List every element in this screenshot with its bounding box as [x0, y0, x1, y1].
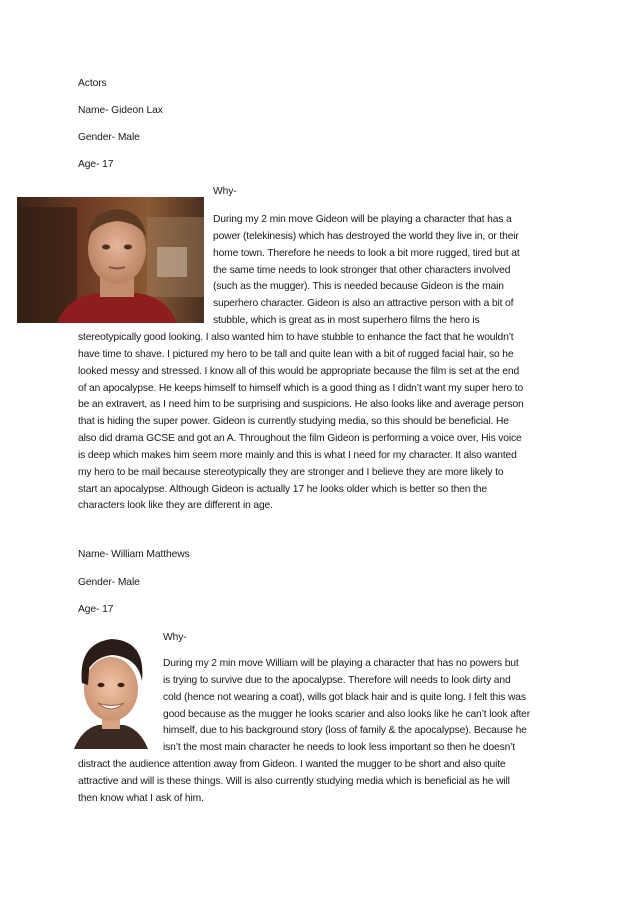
- paragraph-line: looked messy and stressed. I know all of this would be appropriate because the film is set at the end: [78, 365, 520, 377]
- actor-2-description-full: [78, 757, 510, 808]
- paragraph-line: power (telekinesis) which has destroyed the world they live in, or their: [213, 230, 519, 242]
- paragraph-line: stubble, which is great as in most superhero films the hero is: [213, 315, 480, 327]
- paragraph-line: is trying to survive due to the apocalypse. Therefore will needs to look dirty and: [163, 674, 511, 686]
- portrait-photo-icon: [17, 197, 204, 323]
- paragraph-line: of an apocalypse. He keeps himself to himself which is a good thing as I didn’t want my super hero to: [78, 382, 524, 394]
- actor-1-gender: Gender- Male: [78, 132, 140, 143]
- actor-1-why-label: Why-: [213, 186, 237, 197]
- paragraph-line: cold (hence not wearing a coat), wills got black hair and is quite long. I felt this was: [163, 691, 526, 703]
- paragraph-line: During my 2 min move William will be playing a character that has no powers but: [163, 658, 519, 669]
- paragraph-line: that is hiding the super power. Gideon is currently studying media, so this should be beneficial. He: [78, 416, 509, 428]
- paragraph-line: superhero character. Gideon is also an attractive person with a bit of: [213, 298, 514, 310]
- actor-2-gender: Gender- Male: [78, 577, 140, 588]
- paragraph-line: also did drama GCSE and got an A. Throughout the film Gideon is performing a voice over, His voice: [78, 433, 522, 445]
- actor-2-why-label: Why-: [163, 632, 187, 643]
- portrait-photo-icon: [68, 633, 154, 749]
- paragraph-line: (such as the mugger). This is needed because Gideon is the main: [213, 281, 504, 293]
- paragraph-line: the same time needs to look stronger that other characters involved: [213, 264, 511, 276]
- actor-1-photo: [17, 197, 204, 323]
- actor-1-name: Name- Gideon Lax: [78, 105, 163, 116]
- actor-1-description-full: [78, 330, 524, 515]
- paragraph-line: distract the audience attention away from Gideon. I wanted the mugger to be short and also quite: [78, 759, 506, 770]
- actor-1-description-wrapped: [213, 212, 520, 330]
- section-heading: Actors: [78, 78, 107, 89]
- paragraph-line: start an apocalypse. Although Gideon is actually 17 he looks older which is better so then the: [78, 483, 487, 495]
- paragraph-line: my hero to be mail because stereotypically they are stronger and I believe they are more likely to: [78, 466, 504, 478]
- actor-1-age: Age- 17: [78, 159, 114, 170]
- paragraph-line: attractive and will is these things. Will is also currently studying media which is beneficial as he will: [78, 775, 510, 787]
- actor-2-name: Name- William Matthews: [78, 549, 190, 560]
- actor-2-description-wrapped: [163, 656, 530, 757]
- paragraph-line: good because as the mugger he looks scarier and also looks like he can’t look after: [163, 708, 531, 720]
- paragraph-line: be an extravert, as I need him to be surprising and suspicions. He also looks like and average person: [78, 399, 524, 411]
- paragraph-line: stereotypically good looking. I also wanted him to have stubble to enhance the fact that he wouldn’t: [78, 332, 514, 343]
- paragraph-line: himself, due to his background story (loss of family & the apocalypse). Because he: [163, 725, 527, 737]
- paragraph-line: have time to shave. I pictured my hero to be tall and quite lean with a bit of rugged facial hair, so he: [78, 348, 514, 360]
- actor-2-photo: [68, 633, 154, 749]
- paragraph-line: then know what I ask of him.: [78, 792, 204, 804]
- paragraph-line: is deep which makes him seem more mainly and this is what I need for my character. It also wanted: [78, 449, 517, 461]
- paragraph-line: home town. Therefore he needs to look a bit more rugged, tired but at: [213, 247, 520, 259]
- actor-2-age: Age- 17: [78, 604, 114, 615]
- paragraph-line: characters look like they are different in age.: [78, 500, 273, 512]
- paragraph-line: isn’t the most main character he needs to look less important so then he doesn’t: [163, 742, 516, 754]
- paragraph-line: During my 2 min move Gideon will be playing a character that has a: [213, 214, 512, 225]
